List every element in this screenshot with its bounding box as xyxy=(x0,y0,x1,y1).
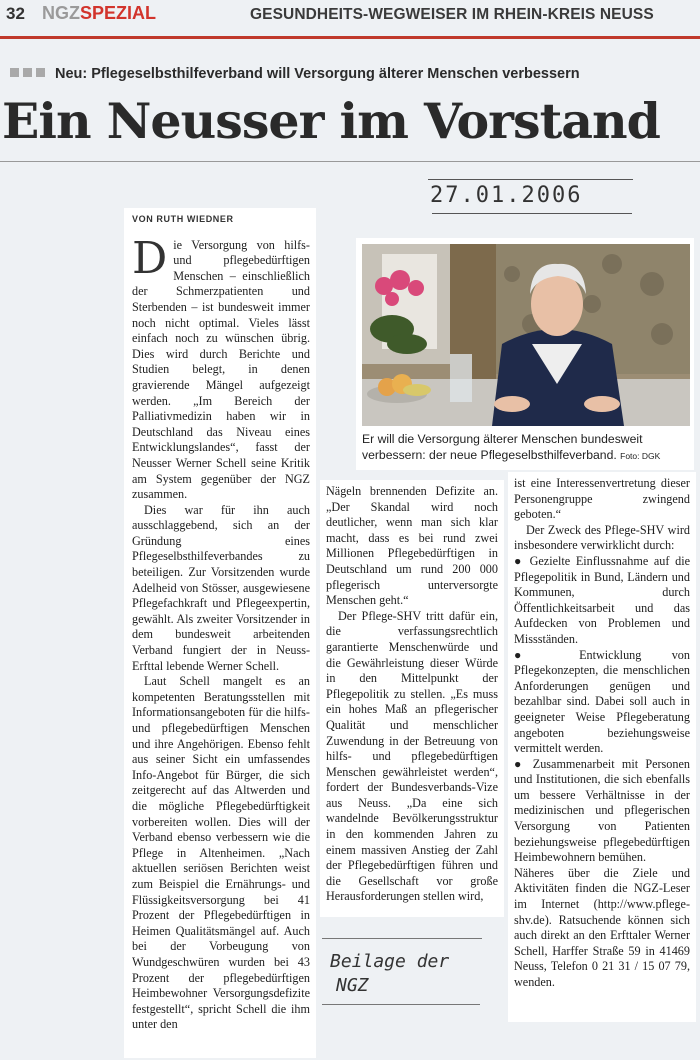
kicker-text: Neu: Pflegeselbsthilfeverband will Versorgung älterer Menschen verbessern xyxy=(55,66,580,82)
page-header xyxy=(0,0,700,34)
photo-credit: Foto: DGK xyxy=(620,451,661,461)
kicker-line xyxy=(10,66,580,82)
brand-part2: SPEZIAL xyxy=(80,3,157,23)
photo-box xyxy=(356,238,694,470)
square-icon xyxy=(10,68,19,77)
paragraph: Der Zweck des Pflege-SHV wird insbesondere verwirklicht durch: xyxy=(514,522,690,553)
headline: Ein Neusser im Vorstand xyxy=(2,92,660,150)
byline: VON RUTH WIEDNER xyxy=(132,214,234,224)
portrait-photo xyxy=(362,244,690,426)
bullet-icon: ● xyxy=(514,647,549,662)
bullet-item: ● Entwicklung von Pflegekonzepten, die menschlichen Anforderungen genügen und bezahlbar sind. Dabei soll auch in geeigneter Weise Pflegeberatung angeboten beziehungsweise vermittelt werden. xyxy=(514,647,690,756)
page-number: 32 xyxy=(6,4,25,23)
bullet-item: ● Gezielte Einflussnahme auf die Pflegepolitik in Bund, Ländern und Kommunen, durch Öffentlichkeitsarbeit und das Aufdecken von Problemen und Missständen. xyxy=(514,553,690,646)
photo-illustration xyxy=(362,244,690,426)
paragraph: Näheres über die Ziele und Aktivitäten finden die NGZ-Leser im Internet (http://www.pflege-shv.de). Ratsuchende können sich auch direkt an den Erfttaler Werner Schell, Harffer Straße 59 in 41469 Neuss, Telefon 0 21 31 / 15 07 79, wenden. xyxy=(514,865,690,989)
note-rule-bottom xyxy=(322,1004,480,1005)
paragraph: Laut Schell mangelt es an kompetenten Beratungsstellen mit Informationsangeboten für die hilfs- und pflegebedürftigen Menschen und ihre Angehörigen. Ebenso fehlt aus seiner Sicht ein umfassendes Info-Angebot für Bürger, die sich zeitgerecht auf das Altwerden und die mögliche Pflegebedürftigkeit vorbereiten wollen. Dies will der Verband ebenso verbessern wie die Pflege in Altenheimen. „Nach aktuellen seriösen Berichten weist zum Beispiel die Ernährungs- und Flüssigkeitsversorgung bei 41 Prozent der Pflegebedürftigen in Heimen Qualitätsmängel auf. Auch bei der Vorbeugung von Wundgeschwüren wurden bei 43 Prozent der pflegebedürftigen Heimbewohner Versorgungsdefizite festgestellt“, spricht Schell die ihm unter den xyxy=(132,674,310,1032)
paragraph: Der Pflege-SHV tritt dafür ein, die verfassungsrechtlich garantierte Menschenwürde und die Gewährleistung dieser Würde in den Mittelpunkt der Pflegepolitik zu stellen. „Es muss ein hohes Maß an pflegerischer Qualität und menschlicher Zuwendung in der Betreuung von hilfs- und pflegebedürftigen Menschen gewährleistet werden“, fordert der Bundesverbands-Vize aus Neuss. „Da eine sich wandelnde Bevölkerungsstruktur in den kommenden Jahren zu einem massiven Anstieg der Zahl der Pflegebedürftigen führen und die Gesellschaft vor große Herausforderungen stellen wird, xyxy=(326,608,498,904)
handwritten-note xyxy=(330,950,480,998)
square-icon xyxy=(36,68,45,77)
note-rule-top xyxy=(322,938,482,939)
article-column-3 xyxy=(508,472,696,1022)
note-line-2: NGZ xyxy=(336,975,369,996)
date-underline-top xyxy=(428,179,633,180)
brand-part1: NGZ xyxy=(42,3,80,23)
headline-rule xyxy=(0,161,700,162)
article-column-1 xyxy=(124,208,316,1058)
paragraph: Die Versorgung von hilfs- und pflegebedürftigen Menschen – einschließlich der Schmerzpatienten und Sterbenden – ist bundesweit immer noch nicht optimal. Vieles lässt einfach noch zu wünschen übrig. Dies wird durch Berichte und Studien belegt, in denen gravierende Mängel aufgezeigt werden. „Im Bereich der Palliativmedizin haben wir in Deutschland das Niveau eines Entwicklungslandes“, fasst der Neusser Werner Schell seine Kritik am System gegenüber der NGZ zusammen. xyxy=(132,232,310,502)
drop-cap: D xyxy=(132,232,168,284)
article-column-2 xyxy=(320,480,504,917)
bullet-item: ● Zusammenarbeit mit Personen und Institutionen, die sich ebenfalls um bessere Verhältnisse in der medizinischen und pflegerischen Versorgung von Patienten beziehungsweise pflegebedürftigen Heimbewohnern bemühen. xyxy=(514,756,690,865)
bullet-icon: ● xyxy=(514,553,524,568)
paragraph: Dies war für ihn auch ausschlaggebend, sich an der Gründung eines Pflegeselbsthilfeverbandes zu beteiligen. Zur Vorsitzenden wurde Adelheid von Stösser, ausgewiesene Pflegefachkraft und Pflegeexpertin, gewählt. Als zweiter Vorsitzender in dem bundesweit arbeitenden Verband fungiert der in Neuss-Erfttal lebende Werner Schell. xyxy=(132,502,310,673)
bullet-icon: ● xyxy=(514,756,526,771)
handwritten-date: 27.01.2006 xyxy=(430,183,583,208)
date-underline-bottom xyxy=(432,213,632,214)
header-rule xyxy=(0,36,700,39)
note-line-1: Beilage der xyxy=(330,951,450,972)
square-icon xyxy=(23,68,32,77)
paragraph: Nägeln brennenden Defizite an. „Der Skandal wird noch deutlicher, wenn man sich klar macht, dass es bei rund zwei Millionen Pflegebedürftigen in Deutschland um rund 200 000 pflegerisch unterversorgte Menschen geht.“ xyxy=(326,484,498,608)
paragraph: ist eine Interessenvertretung dieser Personengruppe zwingend geboten.“ xyxy=(514,476,690,522)
photo-caption: Er will die Versorgung älterer Menschen bundesweit verbessern: der neue Pflegeselbsthilfeverband. Foto: DGK xyxy=(362,432,661,462)
section-title: GESUNDHEITS-WEGWEISER IM RHEIN-KREIS NEUSS xyxy=(250,6,654,23)
brand-logo xyxy=(42,3,156,24)
